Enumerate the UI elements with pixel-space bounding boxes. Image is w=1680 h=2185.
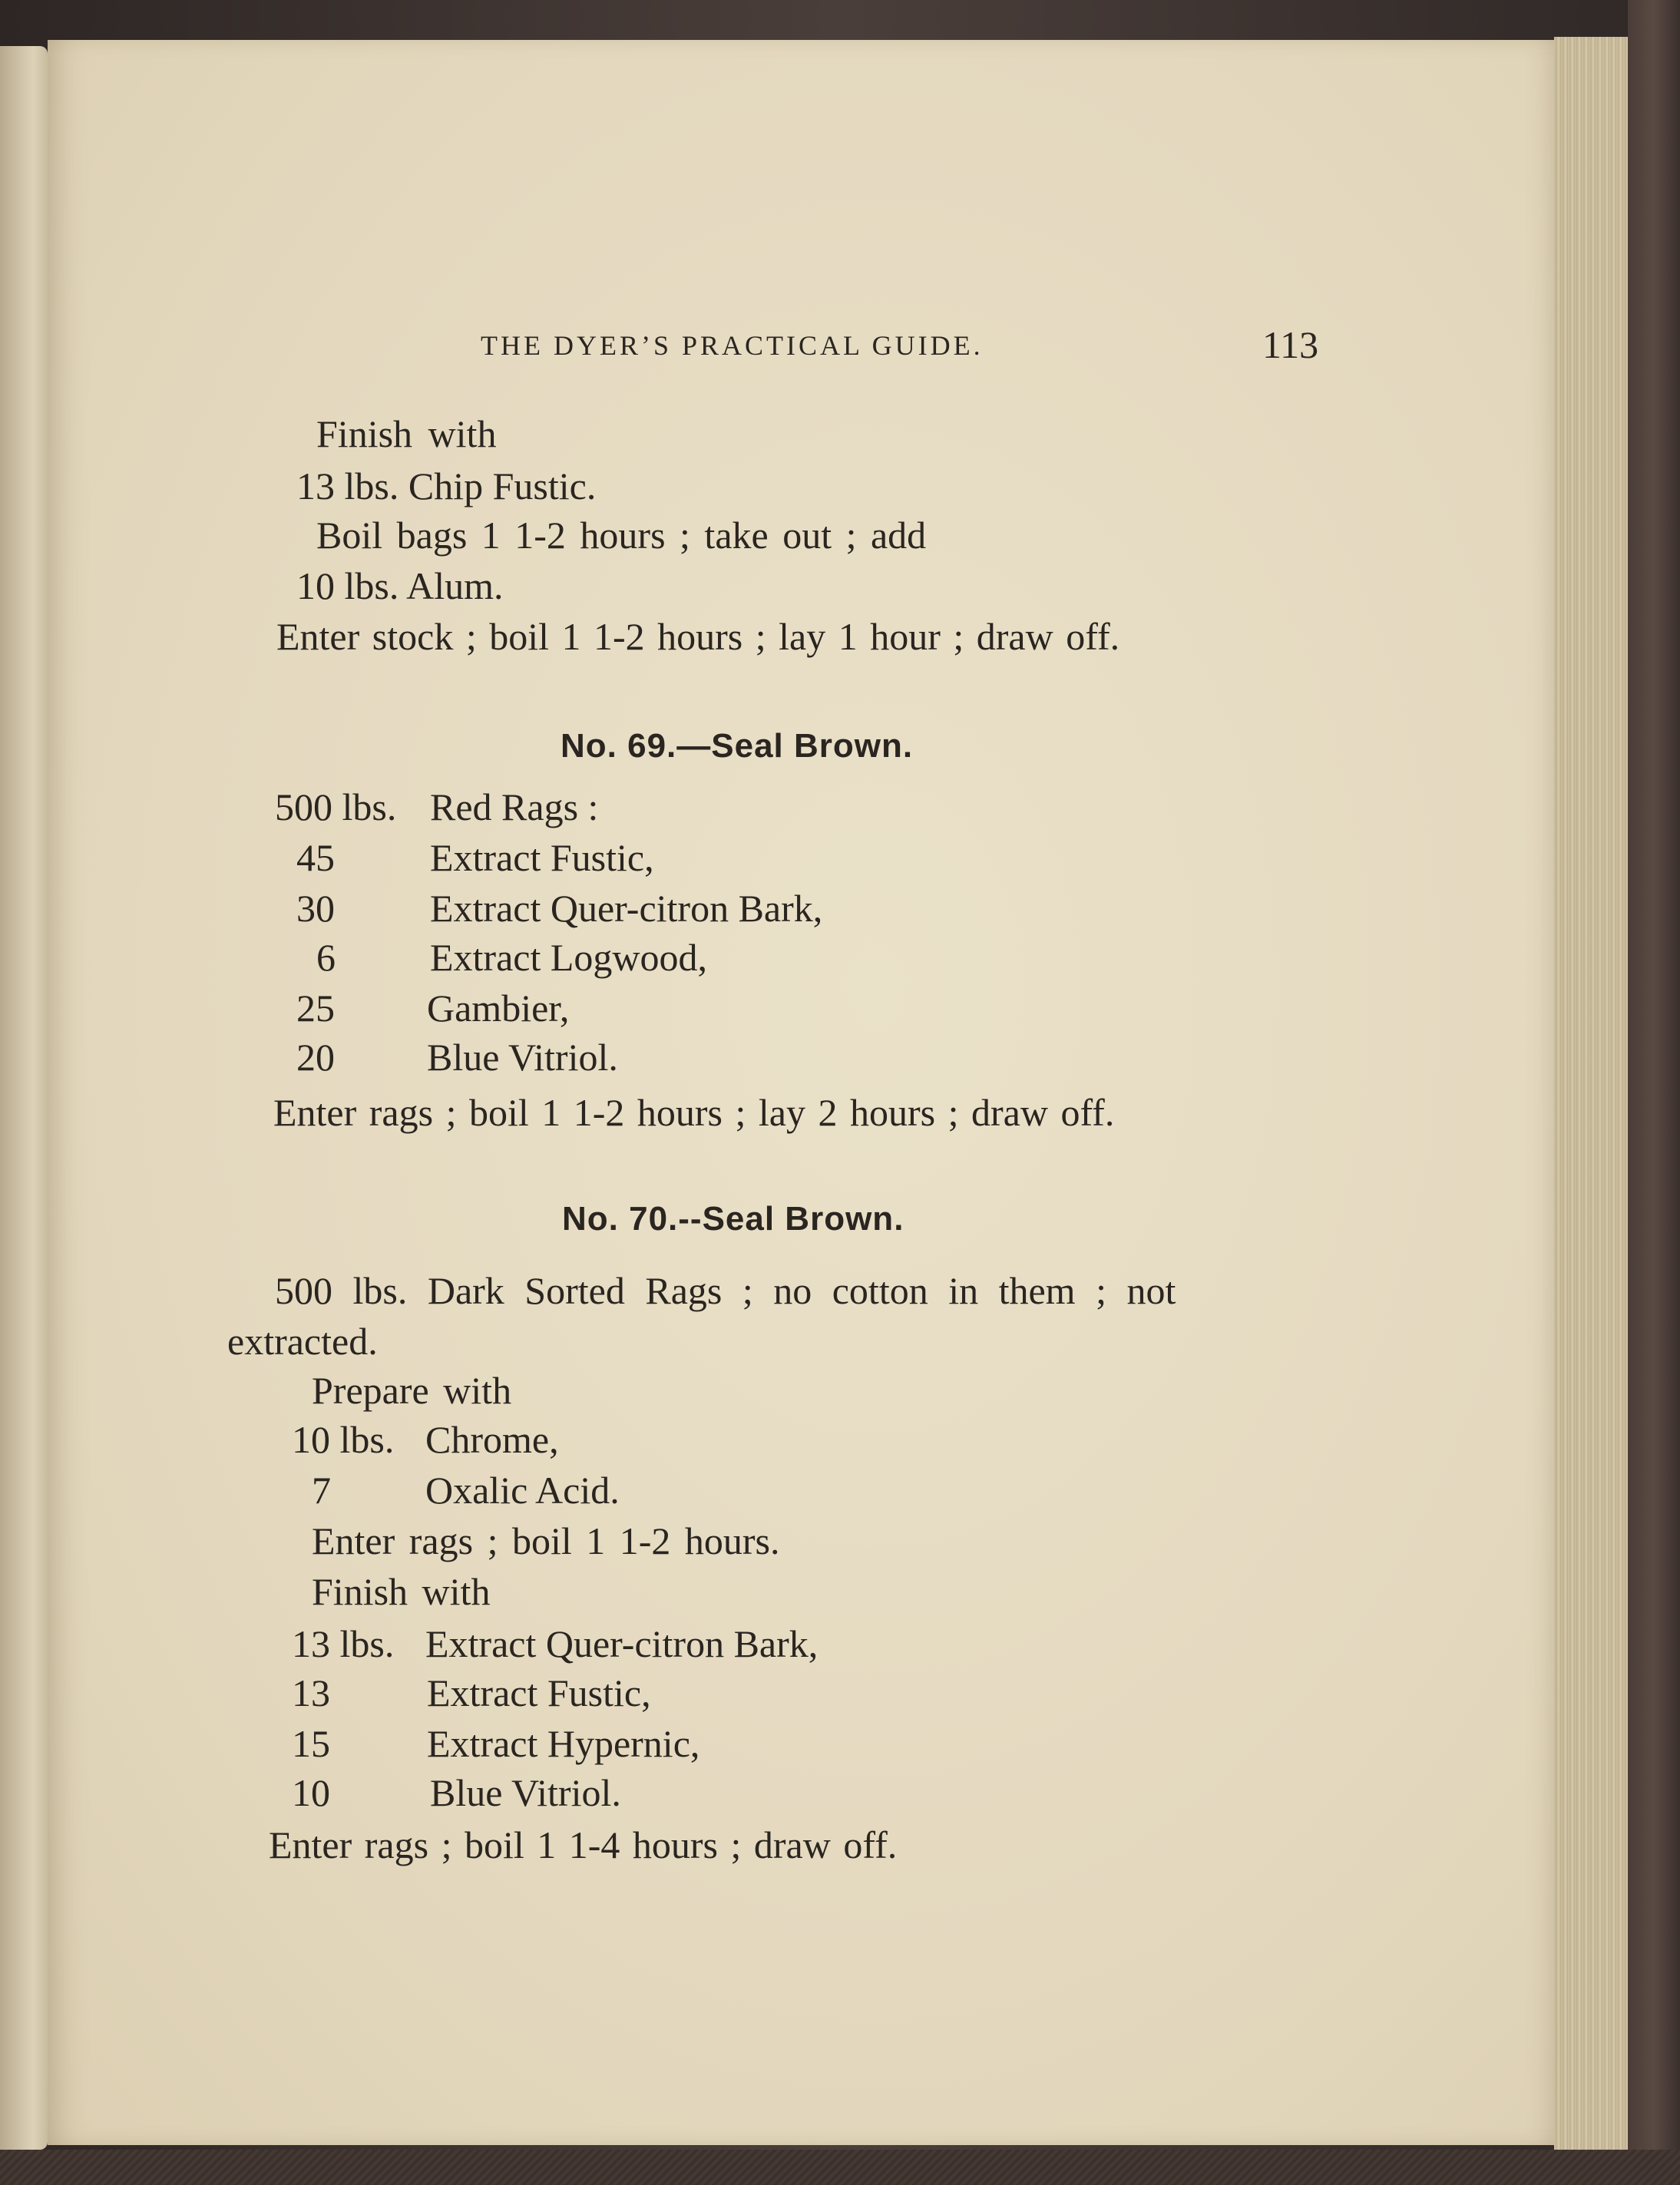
recipe-69-qty: 500 lbs. bbox=[275, 785, 397, 828]
finish-with-line: Finish with bbox=[316, 412, 497, 455]
finish-qty: 13 bbox=[292, 1671, 330, 1714]
recipe-70-heading: No. 70.--Seal Brown. bbox=[562, 1200, 904, 1238]
finish-qty: 10 bbox=[292, 1771, 330, 1814]
prepare-qty: 10 lbs. bbox=[292, 1418, 395, 1461]
recipe-69-instruction: Enter rags ; boil 1 1-2 hours ; lay 2 hours ; draw off. bbox=[273, 1091, 1115, 1134]
prepare-with-line: Prepare with bbox=[312, 1369, 512, 1412]
recipe-70-intro-cont: extracted. bbox=[227, 1320, 378, 1363]
recipe-69-heading: No. 69.—Seal Brown. bbox=[561, 727, 914, 765]
cover-cloth-strip bbox=[0, 2150, 1680, 2185]
recipe-69-qty: 20 bbox=[296, 1036, 335, 1079]
recipe-69-item: Extract Fustic, bbox=[430, 836, 654, 879]
recipe-69-item: Extract Logwood, bbox=[430, 936, 708, 979]
enter-rags-line: Enter rags ; boil 1 1-2 hours. bbox=[312, 1519, 780, 1562]
finish-item: Extract Quer-citron Bark, bbox=[425, 1622, 819, 1665]
recipe-69-qty: 25 bbox=[296, 987, 335, 1030]
chip-fustic-line: 13 lbs. Chip Fustic. bbox=[296, 464, 597, 507]
recipe-69-qty: 30 bbox=[296, 887, 335, 930]
prepare-item: Oxalic Acid. bbox=[425, 1469, 620, 1512]
finish-item: Extract Fustic, bbox=[427, 1671, 651, 1714]
boil-bags-line: Boil bags 1 1-2 hours ; take out ; add bbox=[316, 514, 927, 557]
recipe-69-qty: 45 bbox=[296, 836, 335, 879]
finish-qty: 13 lbs. bbox=[292, 1622, 395, 1665]
enter-stock-line: Enter stock ; boil 1 1-2 hours ; lay 1 hour ; draw off. bbox=[276, 615, 1120, 658]
recipe-69-qty: 6 bbox=[316, 936, 336, 979]
page-number: 113 bbox=[1262, 323, 1319, 366]
book-cover-edge bbox=[1628, 0, 1680, 2185]
recipe-69-item: Blue Vitriol. bbox=[427, 1036, 618, 1079]
recipe-69-item: Extract Quer-citron Bark, bbox=[430, 887, 823, 930]
recipe-69-item: Gambier, bbox=[427, 987, 570, 1030]
running-title: THE DYER’S PRACTICAL GUIDE. bbox=[481, 330, 984, 361]
left-page-edge bbox=[0, 46, 48, 2150]
finish-item: Blue Vitriol. bbox=[430, 1771, 621, 1814]
finish-with-line-2: Finish with bbox=[312, 1570, 491, 1613]
prepare-qty: 7 bbox=[312, 1469, 331, 1512]
finish-item: Extract Hypernic, bbox=[427, 1722, 700, 1765]
recipe-69-item: Red Rags : bbox=[430, 785, 599, 828]
page-stack-edge bbox=[1554, 37, 1628, 2150]
final-instruction-line: Enter rags ; boil 1 1-4 hours ; draw off. bbox=[269, 1823, 898, 1866]
prepare-item: Chrome, bbox=[425, 1418, 559, 1461]
alum-line: 10 lbs. Alum. bbox=[296, 564, 504, 607]
finish-qty: 15 bbox=[292, 1722, 330, 1765]
recipe-70-intro: 500 lbs. Dark Sorted Rags ; no cotton in them ; not bbox=[275, 1269, 1176, 1312]
